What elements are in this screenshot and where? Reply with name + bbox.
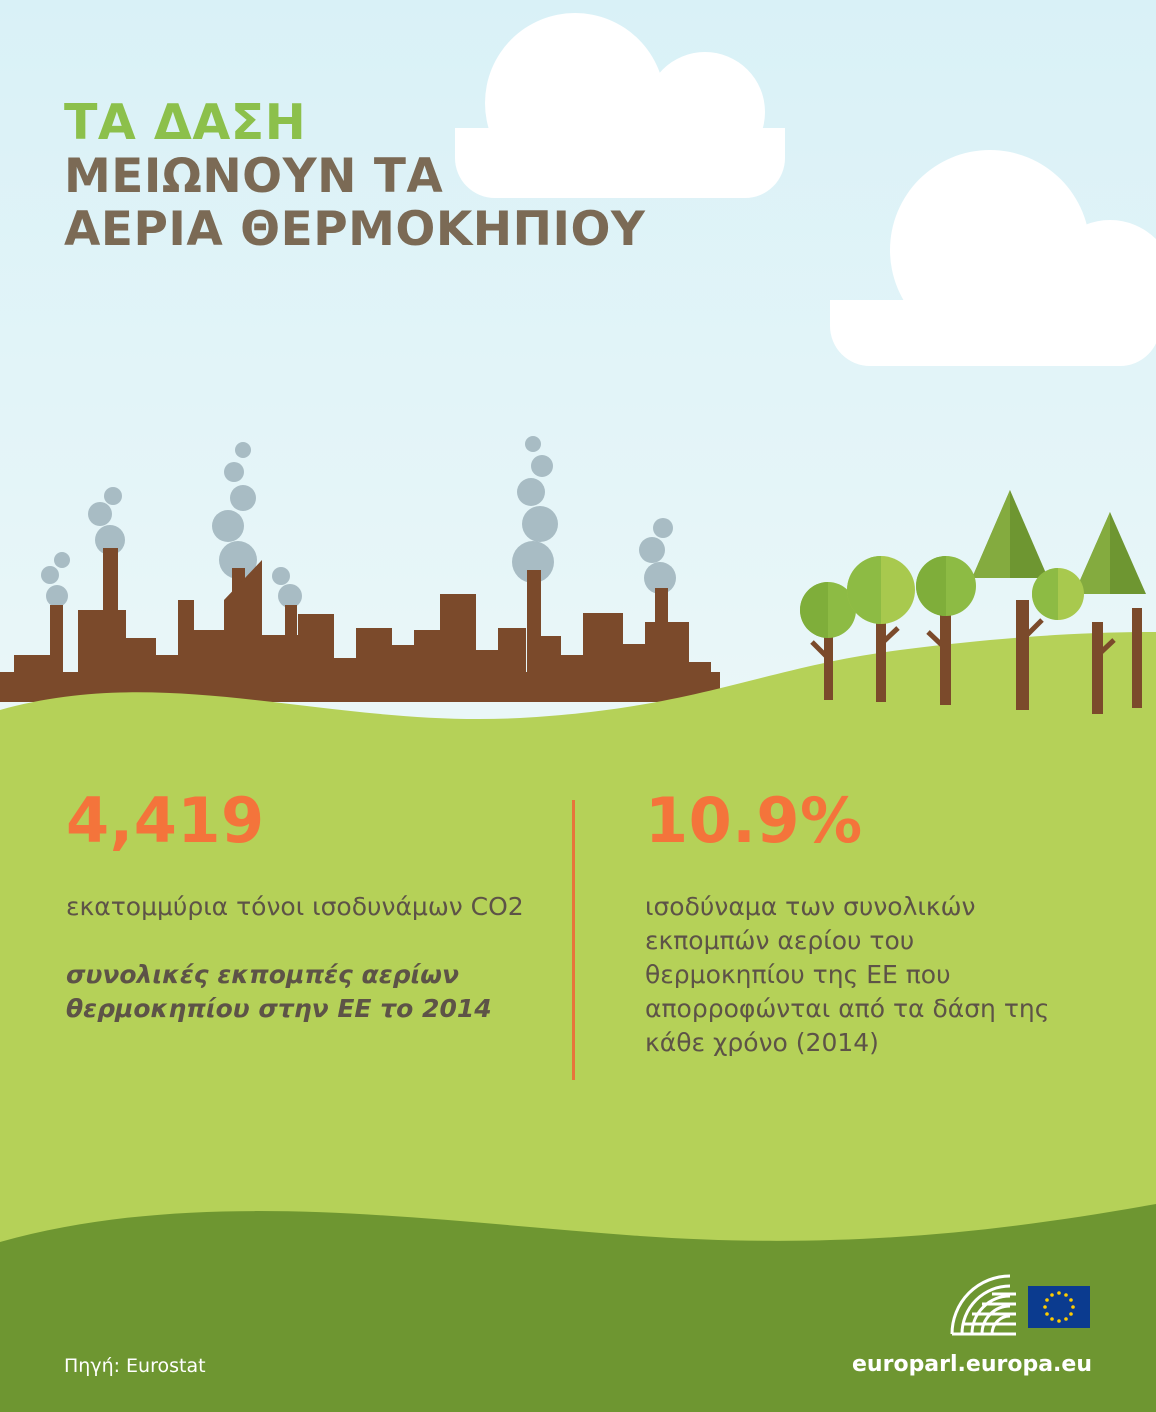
cloud-icon bbox=[830, 300, 1156, 366]
statistics-section bbox=[0, 784, 1156, 1090]
stat-value-left: 4,419 bbox=[66, 784, 265, 857]
stat-block-left bbox=[66, 784, 536, 1026]
stat-label-right-year: (2014) bbox=[795, 1028, 879, 1057]
european-parliament-logo bbox=[946, 1268, 1096, 1340]
stat-label-right-main: ισοδύναμα των συνολικών εκπομπών αερίου του θερμοκηπίου της ΕΕ που απορροφώνται από τα δάση της κάθε χρόνο bbox=[645, 892, 1050, 1057]
title-line-3: ΑΕΡΙΑ ΘΕΡΜΟΚΗΠΙΟΥ bbox=[64, 201, 646, 257]
forest-illustration bbox=[780, 490, 1156, 750]
page-title bbox=[64, 96, 645, 256]
stat-block-right bbox=[645, 784, 1075, 1060]
title-line-2: ΜΕΙΩΝΟΥΝ ΤΑ bbox=[64, 148, 444, 204]
title-line-1: ΤΑ ΔΑΣΗ bbox=[64, 94, 307, 151]
stat-note-left: συνολικές εκπομπές αερίων θερμοκηπίου στην ΕΕ το 2014 bbox=[66, 960, 492, 1023]
stat-value-right: 10.9% bbox=[645, 784, 863, 857]
stat-label-left: εκατομμύρια τόνοι ισοδυνάμων CO2 bbox=[66, 892, 524, 921]
vertical-divider bbox=[572, 800, 575, 1080]
source-label: Πηγή: Eurostat bbox=[64, 1355, 206, 1377]
website-link[interactable]: europarl.europa.eu bbox=[852, 1352, 1092, 1377]
stat-label-right bbox=[645, 890, 1075, 1060]
